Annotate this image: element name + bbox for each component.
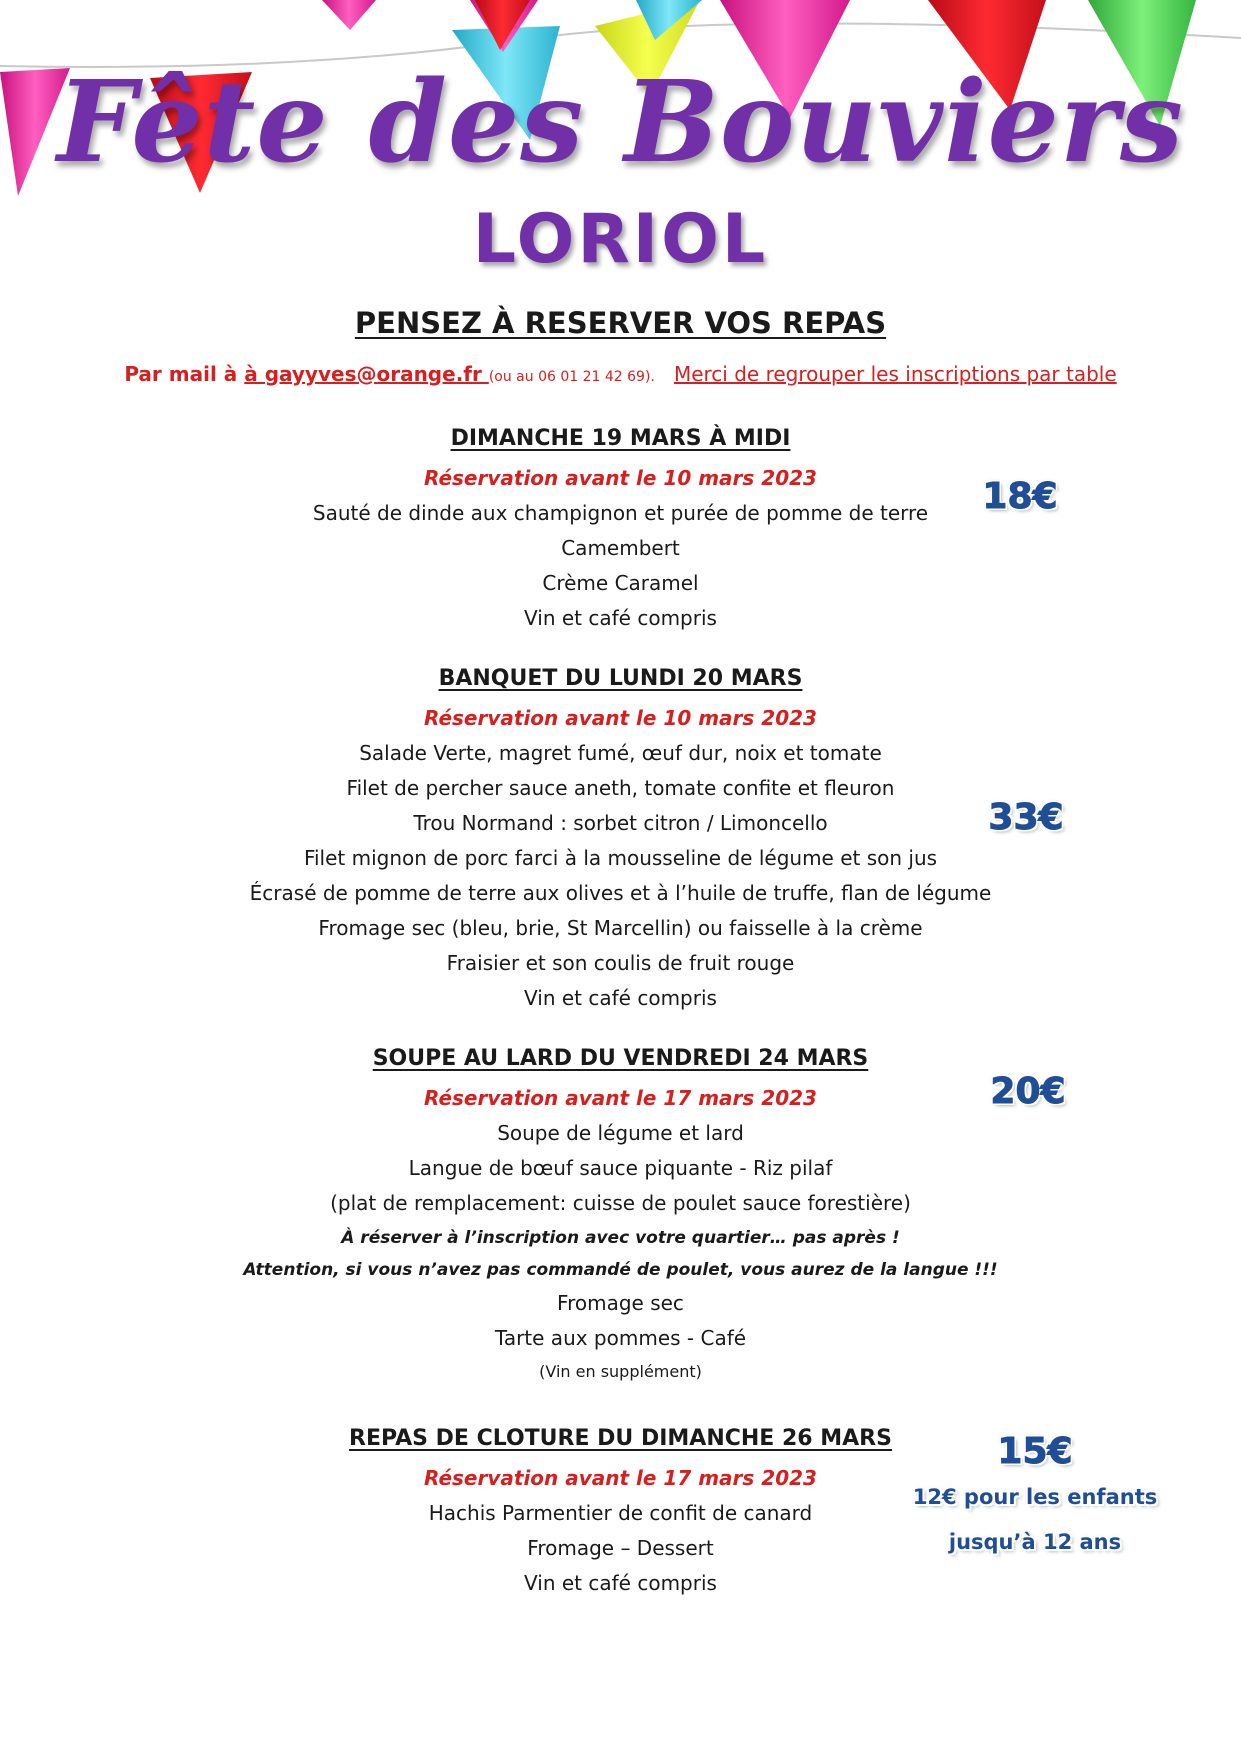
meal-1-reservation: Réservation avant le 10 mars 2023 xyxy=(424,466,817,490)
meal-4-item: Hachis Parmentier de confit de canard xyxy=(428,1501,813,1525)
meal-2-item: Salade Verte, magret fumé, œuf dur, noix et tomate xyxy=(359,741,882,765)
meal-2-item: Trou Normand : sorbet citron / Limoncello xyxy=(413,811,828,835)
meal-4-reservation: Réservation avant le 17 mars 2023 xyxy=(424,1466,817,1490)
meal-2-title: BANQUET DU LUNDI 20 MARS xyxy=(438,666,803,691)
meal-4-child-price: 12€ pour les enfants xyxy=(912,1485,1158,1509)
contact-email-link[interactable]: à gayyves@orange.fr xyxy=(244,362,489,386)
meal-3-item: Attention, si vous n’avez pas commandé de poulet, vous aurez de la langue !!! xyxy=(243,1260,998,1280)
meal-2-reservation: Réservation avant le 10 mars 2023 xyxy=(424,706,817,730)
meal-3-item: (plat de remplacement: cuisse de poulet sauce forestière) xyxy=(330,1191,911,1215)
meal-3-item: Langue de bœuf sauce piquante - Riz pilaf xyxy=(408,1156,833,1180)
flag-pink-top xyxy=(322,0,376,30)
city-title: LORIOL xyxy=(472,200,769,279)
meal-3-item: (Vin en supplément) xyxy=(539,1362,702,1381)
meal-2-item: Écrasé de pomme de terre aux olives et à l’huile de truffe, flan de légume xyxy=(249,881,992,905)
meal-1-item: Sauté de dinde aux champignon et purée de pomme de terre xyxy=(312,501,929,525)
meal-3-price: 20€ xyxy=(990,1071,1066,1112)
meal-4-title: REPAS DE CLOTURE DU DIMANCHE 26 MARS xyxy=(349,1426,892,1451)
meal-2-item: Fromage sec (bleu, brie, St Marcellin) ou faisselle à la crème xyxy=(318,916,923,940)
meal-1-title: DIMANCHE 19 MARS À MIDI xyxy=(450,426,791,451)
meal-2-item: Filet mignon de porc farci à la mousseline de légume et son jus xyxy=(303,846,938,870)
meal-3-title: SOUPE AU LARD DU VENDREDI 24 MARS xyxy=(372,1046,869,1071)
contact-line xyxy=(0,362,1241,386)
meal-1-item: Crème Caramel xyxy=(542,571,699,595)
contact-note: Merci de regrouper les inscriptions par table xyxy=(673,362,1117,386)
meal-2-item: Vin et café compris xyxy=(524,986,717,1010)
reservation-heading: PENSEZ À RESERVER VOS REPAS xyxy=(354,306,887,340)
contact-phone: (ou au 06 01 21 42 69). xyxy=(488,369,655,385)
event-title: Fête des Bouviers xyxy=(57,57,1184,188)
meal-4-item: Vin et café compris xyxy=(524,1571,717,1595)
meal-3-item: Soupe de légume et lard xyxy=(497,1121,744,1145)
meal-1-item: Vin et café compris xyxy=(524,606,717,630)
meal-2-item: Fraisier et son coulis de fruit rouge xyxy=(446,951,795,975)
meal-1-price: 18€ xyxy=(982,476,1058,517)
meal-3-item: Fromage sec xyxy=(557,1291,684,1315)
meal-3-item: À réserver à l’inscription avec votre quartier… pas après ! xyxy=(341,1228,900,1248)
meal-4-price: 15€ xyxy=(997,1431,1073,1472)
meal-1-item: Camembert xyxy=(561,536,680,560)
meal-2-price: 33€ xyxy=(988,797,1064,838)
meal-2-item: Filet de percher sauce aneth, tomate confite et fleuron xyxy=(346,776,895,800)
meal-3-item: Tarte aux pommes - Café xyxy=(494,1326,747,1350)
meal-4-child-age: jusqu’à 12 ans xyxy=(948,1530,1122,1554)
contact-label: Par mail à xyxy=(124,362,245,386)
meal-4-item: Fromage – Dessert xyxy=(527,1536,714,1560)
meal-3-reservation: Réservation avant le 17 mars 2023 xyxy=(424,1086,817,1110)
